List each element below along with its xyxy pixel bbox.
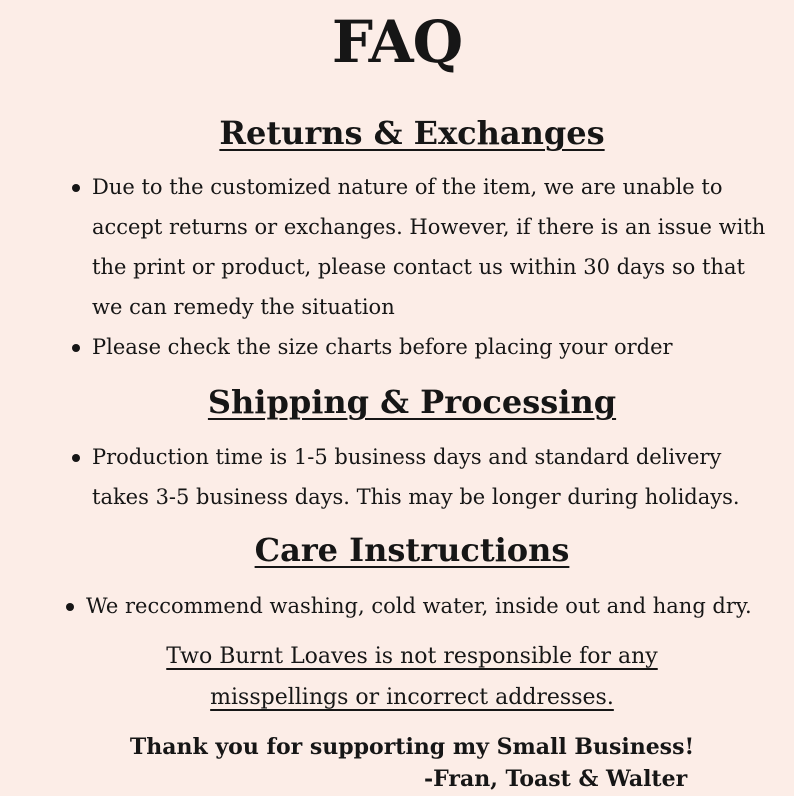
care-heading: Care Instructions bbox=[254, 531, 570, 569]
care-list bbox=[66, 586, 792, 626]
disclaimer-line-2: misspellings or incorrect addresses. bbox=[210, 685, 614, 710]
list-item: Production time is 1-5 business days and standard delivery takes 3-5 business days. This may be longer during holidays. bbox=[72, 437, 772, 517]
list-item: Due to the customized nature of the item, we are unable to accept returns or exchanges. However, if there is an issue with the print or product, please contact us within 30 days so that we can remedy the situation bbox=[72, 167, 772, 327]
disclaimer-line-1: Two Burnt Loaves is not responsible for any bbox=[166, 644, 658, 669]
shipping-list bbox=[72, 437, 772, 517]
signature: -Fran, Toast & Walter bbox=[424, 766, 688, 792]
returns-heading: Returns & Exchanges bbox=[219, 114, 605, 152]
page-title: FAQ bbox=[331, 8, 463, 76]
returns-list bbox=[72, 167, 772, 367]
list-item: We reccommend washing, cold water, inside out and hang dry. bbox=[66, 586, 792, 626]
thank-you-message: Thank you for supporting my Small Business! bbox=[129, 734, 695, 760]
list-item: Please check the size charts before placing your order bbox=[72, 327, 772, 367]
shipping-heading: Shipping & Processing bbox=[207, 383, 617, 421]
disclaimer bbox=[0, 636, 794, 718]
